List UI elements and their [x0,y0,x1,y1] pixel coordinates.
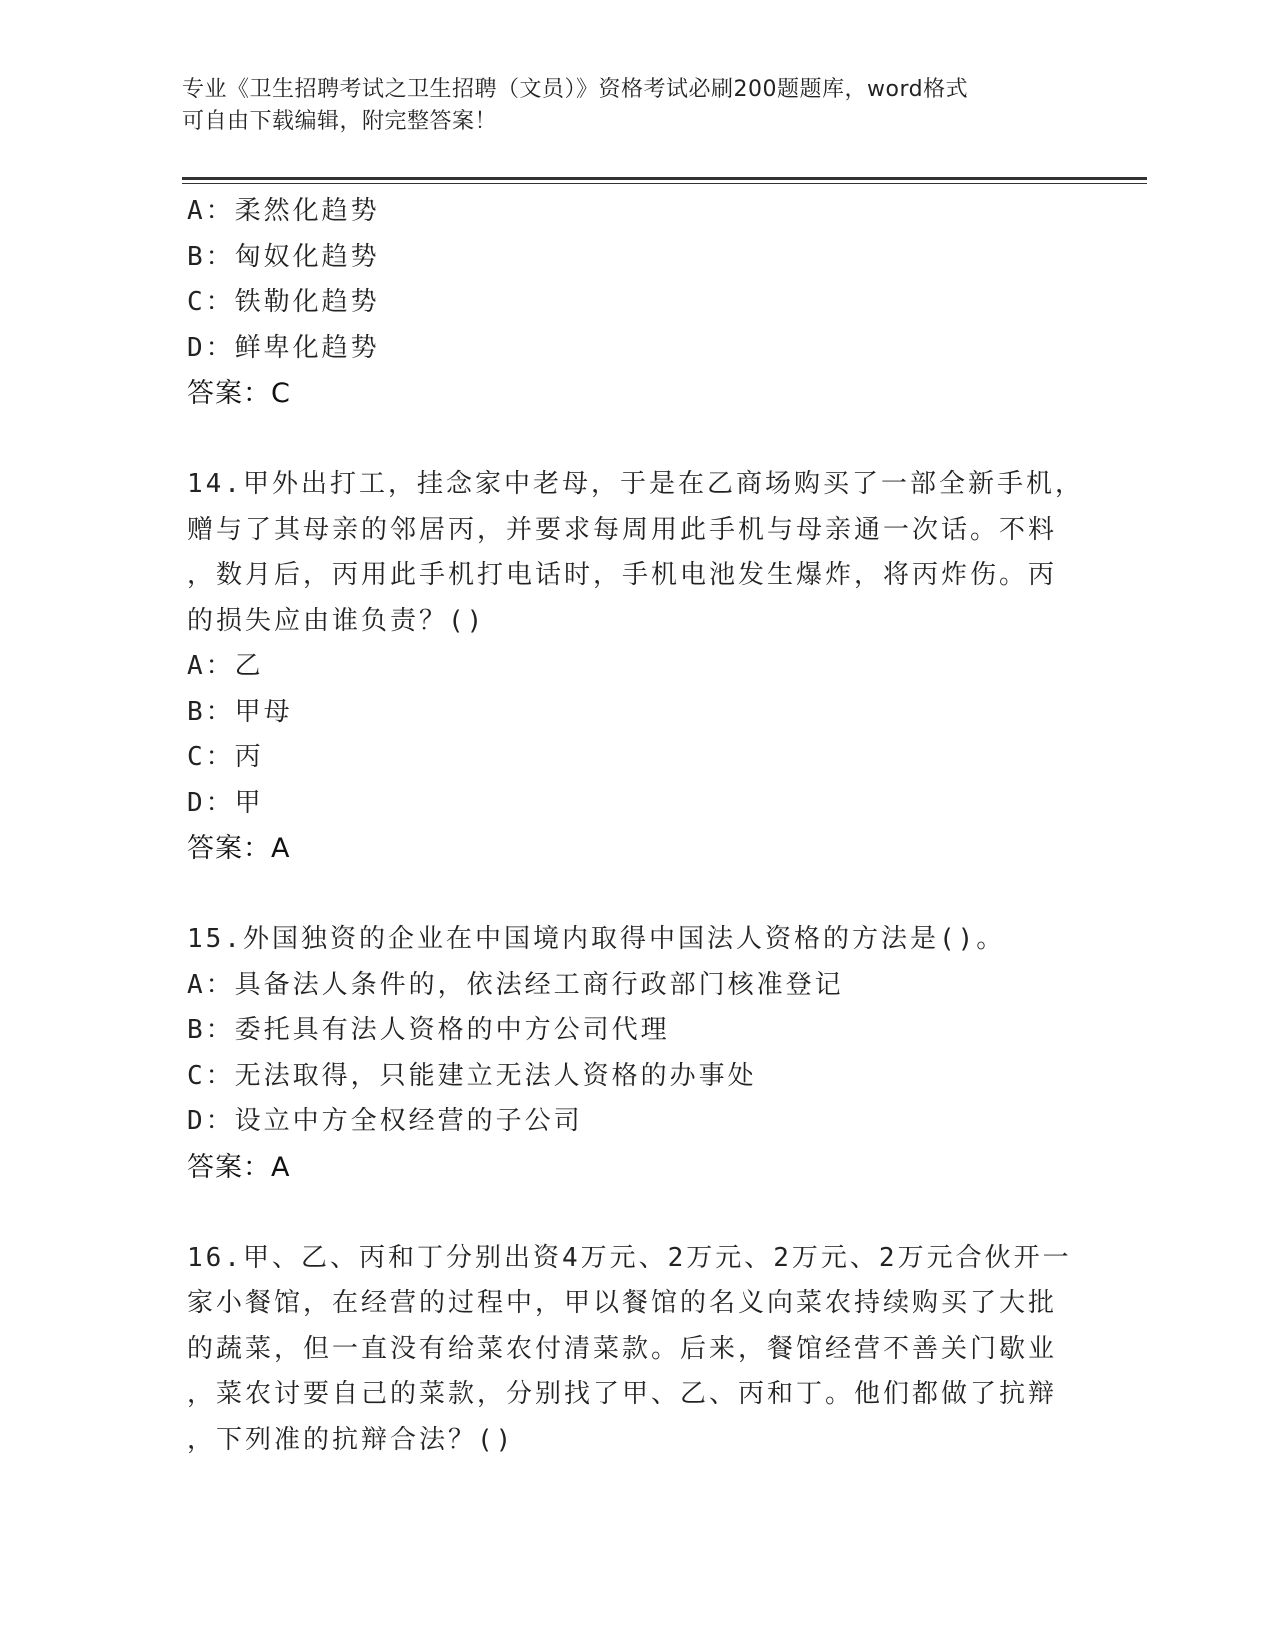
question-text-line: ，菜农讨要自己的菜款，分别找了甲、乙、丙和丁。他们都做了抗辩 [187,1379,1058,1409]
option-c: C：丙 [187,742,264,772]
question-text-line: 14.甲外出打工，挂念家中老母，于是在乙商场购买了一部全新手机， [187,469,1084,499]
question-text-line: 的损失应由谁负责？() [187,605,486,636]
option-a: A：柔然化趋势 [187,196,380,226]
question-text-line: 的蔬菜，但一直没有给菜农付清菜款。后来，餐馆经营不善关门歇业 [187,1333,1058,1364]
question-spacer [187,872,1087,918]
answer-line: 答案：C [187,378,291,409]
question-13 [187,189,1087,417]
question-16 [187,1236,1087,1464]
header-line-1: 专业《卫生招聘考试之卫生招聘（文员）》资格考试必刷200题题库，word格式 [182,77,969,102]
question-content [187,189,1087,1463]
question-text-line: ，数月后，丙用此手机打电话时，手机电池发生爆炸，将丙炸伤。丙 [187,560,1058,590]
question-text-line: 15.外国独资的企业在中国境内取得中国法人资格的方法是()。 [187,924,1006,954]
question-14 [187,462,1087,872]
option-d: D：甲 [187,787,264,818]
answer-line: 答案：A [187,833,291,864]
header-divider-thick [182,177,1147,180]
question-15 [187,917,1087,1190]
question-text-line: ，下列准的抗辩合法？() [187,1424,515,1455]
document-header [182,74,1062,138]
answer-line: 答案：A [187,1151,291,1183]
question-spacer [187,417,1087,463]
question-text-line: 赠与了其母亲的邻居丙，并要求每周用此手机与母亲通一次话。不料 [187,514,1058,545]
question-text-line: 16.甲、乙、丙和丁分别出资4万元、2万元、2万元、2万元合伙开一 [187,1242,1072,1273]
header-line-2: 可自由下载编辑，附完整答案！ [182,109,498,134]
question-text-line: 家小餐馆，在经营的过程中，甲以餐馆的名义向菜农持续购买了大批 [187,1288,1058,1318]
option-b: B：甲母 [187,696,293,727]
option-a: A：具备法人条件的，依法经工商行政部门核准登记 [187,969,844,1000]
question-spacer [187,1190,1087,1236]
option-d: D：设立中方全权经营的子公司 [187,1106,583,1136]
option-b: B：委托具有法人资格的中方公司代理 [187,1015,670,1045]
option-a: A：乙 [187,651,264,681]
option-d: D：鲜卑化趋势 [187,332,380,363]
option-c: C：铁勒化趋势 [187,287,380,317]
header-divider-thin [182,183,1147,184]
option-b: B：匈奴化趋势 [187,241,380,272]
option-c: C：无法取得，只能建立无法人资格的办事处 [187,1060,757,1091]
